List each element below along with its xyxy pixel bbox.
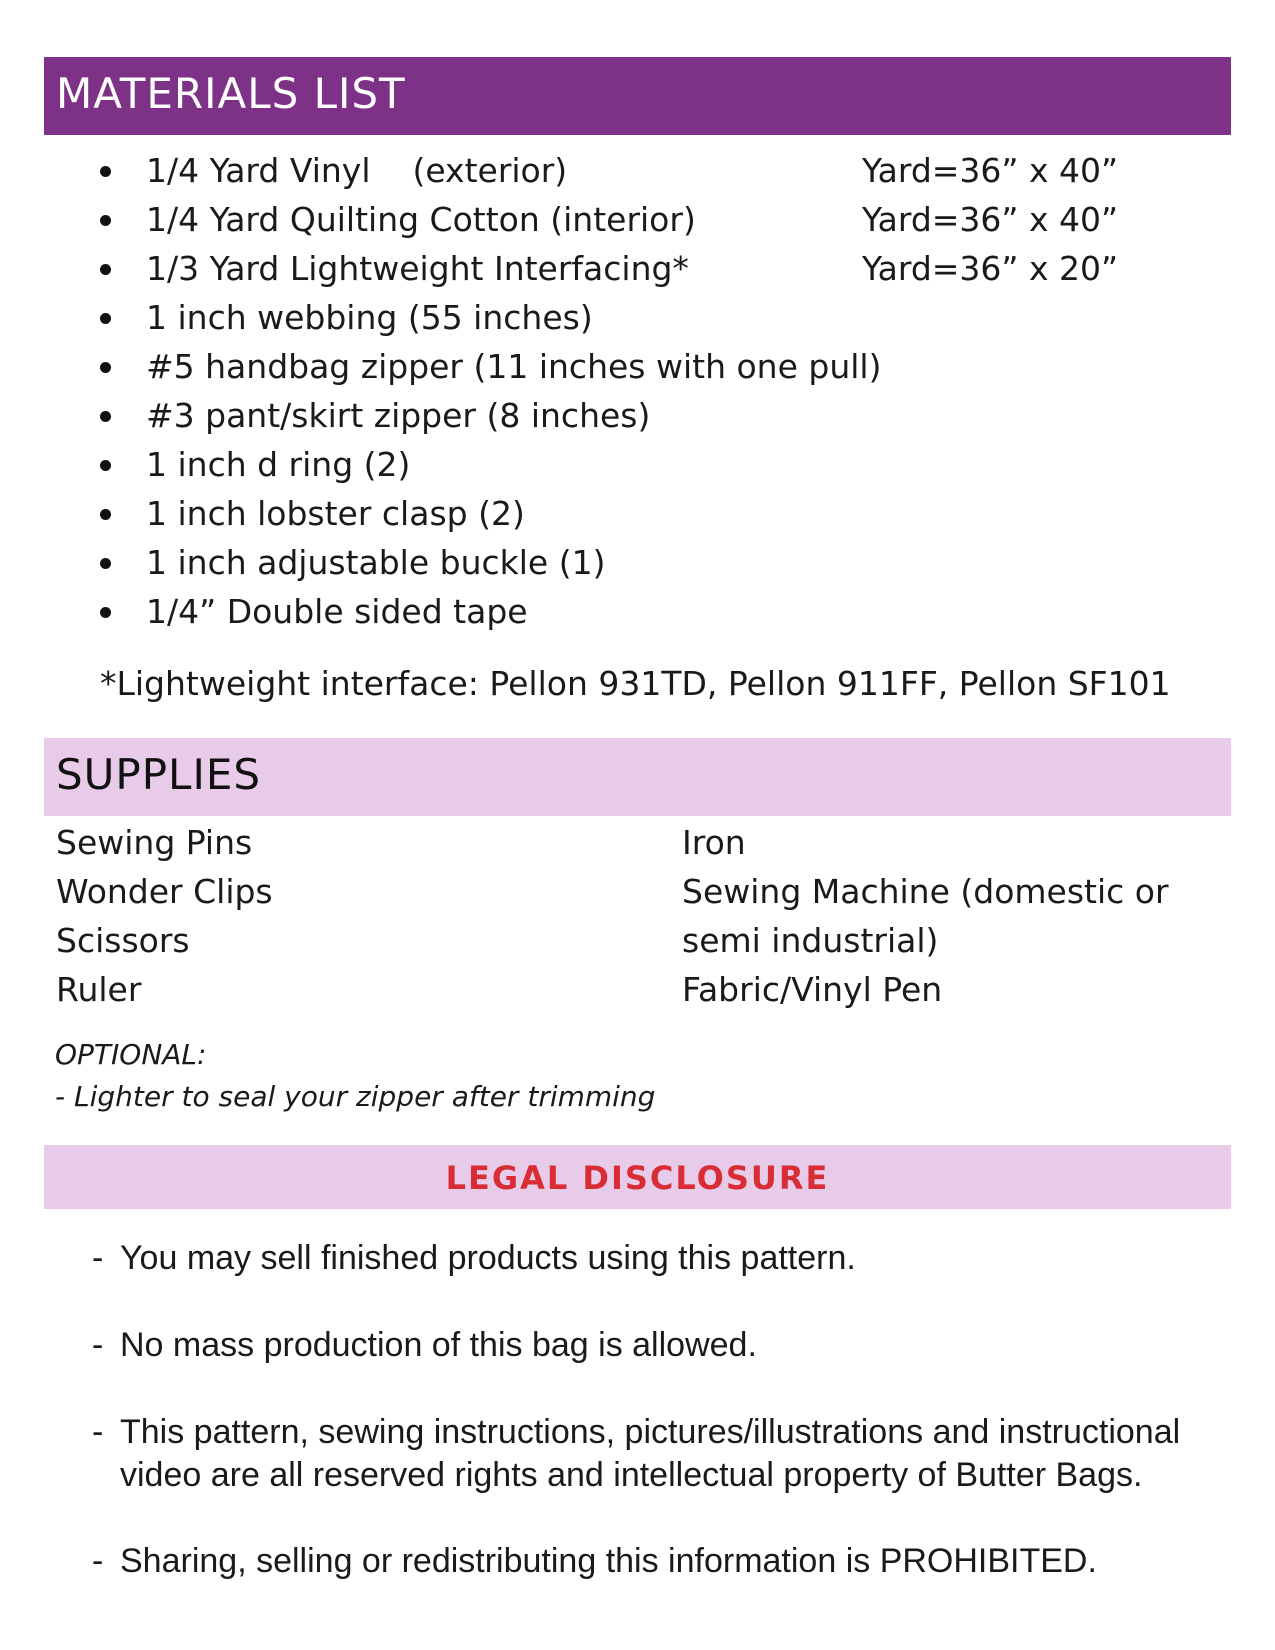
list-item — [0, 587, 1275, 636]
material-dimension: Yard=36” x 20” — [862, 249, 1119, 288]
supply-item: Iron — [682, 823, 746, 862]
interfacing-note: *Lightweight interface: Pellon 931TD, Pellon 911FF, Pellon SF101 — [100, 664, 1171, 703]
material-name: 1 inch adjustable buckle (1) — [146, 543, 606, 582]
list-item — [0, 195, 1275, 244]
supplies-right-column — [682, 818, 1169, 1014]
material-name: #5 handbag zipper (11 inches with one pull) — [146, 347, 882, 386]
list-item — [0, 489, 1275, 538]
supplies-header-bar — [44, 738, 1231, 816]
dash-marker: - — [92, 1542, 104, 1580]
bullet-icon — [100, 362, 111, 373]
material-name: 1 inch d ring (2) — [146, 445, 411, 484]
material-name: 1/4” Double sided tape — [146, 592, 528, 631]
bullet-icon — [100, 460, 111, 471]
material-name: 1/4 Yard Vinyl (exterior) — [146, 151, 568, 190]
dash-marker: - — [92, 1239, 104, 1277]
supply-item: Sewing Machine (domestic or — [682, 872, 1169, 911]
bullet-icon — [100, 607, 111, 618]
materials-list — [0, 146, 1275, 636]
legal-line: video are all reserved rights and intellectual property of Butter Bags. — [120, 1456, 1143, 1494]
list-item — [0, 391, 1275, 440]
bullet-icon — [100, 215, 111, 226]
list-item — [0, 440, 1275, 489]
optional-item: - Lighter to seal your zipper after trimming — [55, 1080, 656, 1113]
list-item — [0, 538, 1275, 587]
bullet-icon — [100, 313, 111, 324]
legal-text — [120, 1237, 856, 1280]
material-dimension: Yard=36” x 40” — [862, 151, 1119, 190]
legal-text — [120, 1411, 1180, 1497]
legal-line: You may sell finished products using this pattern. — [120, 1239, 856, 1277]
bullet-icon — [100, 166, 111, 177]
list-item — [0, 146, 1275, 195]
materials-title: MATERIALS LIST — [56, 69, 406, 118]
material-name: 1 inch lobster clasp (2) — [146, 494, 525, 533]
legal-text — [120, 1324, 757, 1367]
legal-line: Sharing, selling or redistributing this information is PROHIBITED. — [120, 1542, 1097, 1580]
list-item — [0, 293, 1275, 342]
legal-line: No mass production of this bag is allowed. — [120, 1326, 757, 1364]
material-name: 1 inch webbing (55 inches) — [146, 298, 593, 337]
materials-header-bar — [44, 57, 1231, 135]
supply-item: Scissors — [56, 921, 190, 960]
material-name: 1/4 Yard Quilting Cotton (interior) — [146, 200, 696, 239]
supply-item: Sewing Pins — [56, 823, 253, 862]
bullet-icon — [100, 558, 111, 569]
supply-item: Wonder Clips — [56, 872, 273, 911]
supplies-left-column — [56, 818, 273, 1014]
material-name: 1/3 Yard Lightweight Interfacing* — [146, 249, 689, 288]
legal-line: This pattern, sewing instructions, pictures/illustrations and instructional — [120, 1413, 1181, 1451]
bullet-icon — [100, 411, 111, 422]
list-item — [0, 342, 1275, 391]
list-item — [0, 244, 1275, 293]
dash-marker: - — [92, 1413, 104, 1451]
supply-item: Fabric/Vinyl Pen — [682, 970, 943, 1009]
material-name: #3 pant/skirt zipper (8 inches) — [146, 396, 651, 435]
legal-text — [120, 1540, 1097, 1583]
supplies-title: SUPPLIES — [56, 750, 262, 799]
material-dimension: Yard=36” x 40” — [862, 200, 1119, 239]
bullet-icon — [100, 264, 111, 275]
optional-label: OPTIONAL: — [55, 1038, 207, 1071]
legal-header-bar — [44, 1145, 1231, 1209]
bullet-icon — [100, 509, 111, 520]
dash-marker: - — [92, 1326, 104, 1364]
supply-item: Ruler — [56, 970, 142, 1009]
supply-item: semi industrial) — [682, 921, 939, 960]
legal-title: LEGAL DISCLOSURE — [445, 1159, 830, 1197]
